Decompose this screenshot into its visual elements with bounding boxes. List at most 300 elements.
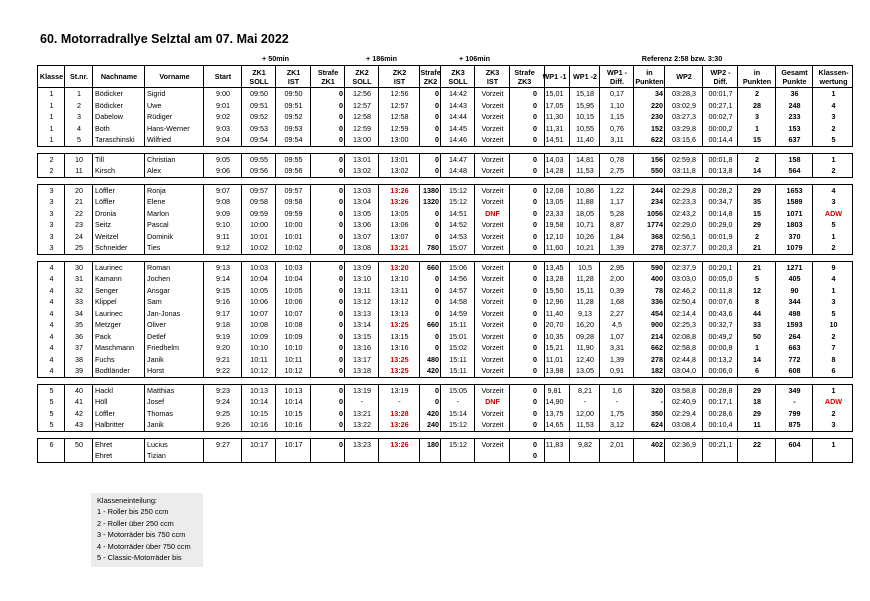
cell-zk1-soll: 09:58: [250, 197, 268, 206]
cell-strafe-zk2: 0: [435, 135, 439, 144]
cell-strafe-zk3: 0: [533, 397, 537, 406]
cell-klasse: 3: [49, 231, 54, 241]
cell-nachname: Laurinec: [95, 262, 123, 272]
cell-strafe-zk3: 0: [533, 100, 537, 110]
cell-klassenwertung: 1: [831, 89, 836, 98]
offset-186-label: + 186min: [366, 54, 397, 63]
cell-vorname: Jochen: [147, 274, 171, 283]
cell-zk3-soll: 15:05: [449, 385, 467, 395]
cell-wp2-punkte: 28: [753, 100, 761, 110]
cell-wp1-diff: 3,31: [610, 343, 624, 352]
cell-zk2-ist: 13:26: [390, 439, 409, 449]
cell-startnummer: 20: [75, 185, 83, 195]
cell-wp1-punkte: 900: [651, 320, 663, 329]
cell-strafe-zk2: 240: [427, 420, 439, 429]
table-row: [38, 342, 852, 354]
cell-start: 9:27: [216, 439, 230, 449]
cell-zk1-soll: 10:00: [250, 220, 268, 229]
cell-strafe-zk3: 0: [533, 343, 537, 352]
cell-start: 9:17: [216, 308, 230, 318]
cell-nachname: Löffler: [95, 185, 115, 195]
cell-wp1-punkte: 214: [651, 331, 663, 341]
cell-wp1-2: 16,20: [576, 320, 594, 329]
column-header-text: SOLL: [352, 76, 372, 86]
cell-klasse: 1: [49, 135, 54, 144]
cell-zk2-soll: 13:04: [353, 197, 371, 206]
table-row: [38, 185, 852, 197]
cell-vorname: Wilfried: [147, 135, 171, 144]
column-header-text: Klassen-: [818, 67, 849, 77]
cell-startnummer: 34: [75, 308, 83, 318]
cell-zk1-ist: 10:03: [284, 262, 303, 272]
cell-klassenwertung: 2: [831, 331, 836, 341]
cell-strafe-zk1: 0: [339, 220, 343, 229]
cell-strafe-zk3: 0: [533, 354, 537, 364]
cell-vorname: Josef: [147, 397, 165, 406]
cell-zk1-soll: 09:56: [250, 166, 268, 175]
cell-zk2-ist: 13:12: [390, 297, 409, 306]
cell-strafe-zk2: 1320: [423, 197, 439, 206]
cell-wp2-diff: 00:00,8: [708, 343, 733, 352]
cell-zk1-soll: 10:16: [250, 420, 268, 429]
cell-wp1-2: 8,21: [578, 385, 592, 395]
cell-wp1-diff: 0,17: [610, 89, 624, 98]
cell-wp1-2: 12,40: [576, 354, 594, 364]
cell-wp1-1: 13,75: [545, 408, 564, 418]
column-header-text: SOLL: [448, 76, 468, 86]
column-header-vorname: [145, 66, 204, 87]
cell-wp1-2: 14,81: [576, 154, 594, 164]
cell-wp1-diff: 1,6: [612, 385, 622, 395]
column-header-text: WP1 -1: [542, 72, 567, 81]
cell-wp1-punkte: 78: [655, 285, 663, 295]
column-header-text: wertung: [819, 76, 848, 86]
cell-strafe-zk3: 0: [533, 285, 537, 295]
table-group: [37, 88, 853, 147]
cell-wp1-diff: 3,11: [610, 135, 624, 144]
cell-wp2-punkte: 44: [753, 308, 761, 318]
cell-wp1-punkte: 152: [651, 123, 663, 133]
cell-wp1-diff: 0,39: [610, 285, 624, 295]
column-header-zk3-soll: [441, 66, 475, 87]
cell-strafe-zk1: 0: [339, 231, 343, 241]
cell-zk2-ist: 13:21: [390, 243, 409, 252]
cell-klasse: 4: [49, 274, 54, 283]
cell-klasse: 3: [49, 220, 54, 229]
cell-wp1-2: 11,88: [576, 197, 594, 206]
table-group: [37, 438, 853, 463]
cell-nachname: Weitzel: [95, 231, 119, 241]
cell-wp2: 02:46,2: [672, 285, 696, 295]
class-legend: [91, 493, 203, 567]
column-header-text: ZK2: [392, 67, 407, 77]
table-row: [38, 242, 852, 254]
cell-zk2-ist: 13:01: [390, 154, 409, 164]
cell-wp2-punkte: 2: [755, 154, 759, 164]
cell-wp2-diff: 00:06,0: [708, 366, 733, 375]
cell-zk1-ist: 09:52: [284, 112, 303, 121]
table-group: [37, 261, 853, 378]
cell-wp1-punkte: 34: [655, 89, 663, 98]
cell-wp1-1: 14,90: [545, 397, 564, 406]
cell-nachname: Höll: [95, 397, 108, 406]
cell-strafe-zk1: 0: [339, 285, 343, 295]
cell-klassenwertung: 2: [831, 243, 836, 252]
cell-wp2-diff: 00:00,2: [708, 123, 733, 133]
cell-zk1-ist: 10:02: [284, 243, 303, 252]
cell-zk3-soll: [441, 450, 475, 462]
cell-strafe-zk2: 0: [435, 397, 439, 406]
cell-startnummer: 33: [75, 297, 83, 306]
cell-zk3-ist: Vorzeit: [481, 154, 504, 164]
cell-strafe-zk3: 0: [533, 408, 537, 418]
cell-wp1-punkte: 368: [651, 231, 663, 241]
cell-zk2-soll: 13:11: [353, 285, 371, 295]
table-group: [37, 153, 853, 178]
cell-vorname: Sigrid: [147, 89, 166, 98]
cell-wp1-punkte: 182: [651, 366, 663, 375]
column-header-text: WP2 -: [710, 67, 731, 77]
column-header-text: ZK3: [485, 67, 500, 77]
cell-vorname: Horst: [147, 366, 165, 375]
column-header-zk1-soll: [242, 66, 276, 87]
cell-startnummer: 40: [75, 385, 83, 395]
cell-startnummer: 42: [75, 408, 83, 418]
cell-wp1-punkte: 454: [651, 308, 663, 318]
cell-wp1-1: 12,10: [545, 231, 564, 241]
cell-vorname: Ties: [147, 243, 161, 252]
cell-wp2-diff: 00:14,8: [708, 208, 733, 218]
cell-wp2-punkte: 2: [755, 231, 759, 241]
cell-wp2-punkte: 1: [755, 123, 759, 133]
cell-vorname: Alex: [147, 166, 161, 175]
column-header-text: IST: [393, 76, 406, 86]
cell-start: 9:01: [216, 100, 230, 110]
cell-wp2-punkte: 2: [755, 89, 759, 98]
cell-zk1-ist: 09:55: [284, 154, 303, 164]
cell-strafe-zk3: 0: [533, 112, 537, 121]
table-row: [38, 319, 852, 331]
cell-vorname: Dominik: [147, 231, 173, 241]
cell-strafe-zk1: 0: [339, 385, 343, 395]
cell-nachname: Till: [95, 154, 104, 164]
column-header-text: ZK2: [355, 67, 369, 77]
cell-zk1-soll: 09:52: [250, 112, 268, 121]
table-row: [38, 100, 852, 112]
cell-start: 9:23: [216, 385, 230, 395]
cell-wp1-2: 10,21: [576, 243, 594, 252]
cell-wp2: 03:27,3: [672, 112, 696, 121]
cell-zk2-soll: 13:09: [353, 262, 371, 272]
cell-start: 9:03: [216, 123, 230, 133]
cell-klasse: 3: [49, 243, 54, 252]
cell-zk2-ist: 13:13: [390, 308, 409, 318]
cell-zk2-ist: 13:10: [390, 274, 409, 283]
column-header-text: Nachname: [100, 72, 138, 81]
table-row: [38, 273, 852, 285]
cell-klassenwertung: 5: [831, 220, 836, 229]
cell-zk2-soll: 13:16: [353, 343, 371, 352]
offset-106-label: + 106min: [459, 54, 490, 63]
cell-nachname: Kirsch: [95, 166, 115, 175]
cell-zk2-soll: 13:15: [353, 331, 371, 341]
cell-strafe-zk1: 0: [339, 166, 343, 175]
cell-zk1-soll: 09:50: [250, 89, 268, 98]
cell-startnummer: 3: [77, 112, 81, 121]
cell-wp1-diff: 2,00: [610, 274, 624, 283]
cell-wp1-punkte: 1056: [647, 208, 663, 218]
cell-zk3-ist: DNF: [485, 397, 500, 406]
cell-nachname: Halbritter: [95, 420, 125, 429]
cell-zk2-ist: 12:57: [390, 100, 409, 110]
cell-gesamt-punkte: 233: [788, 112, 801, 121]
table-row: [38, 134, 852, 146]
cell-wp2: 02:44,8: [672, 354, 696, 364]
cell-wp2-punkte: [738, 450, 776, 462]
cell-zk3-soll: 14:47: [449, 154, 467, 164]
cell-start: 9:16: [216, 297, 230, 306]
cell-gesamt-punkte: 772: [788, 354, 801, 364]
cell-wp1-punkte: 244: [651, 185, 663, 195]
cell-wp1-2: 10,15: [576, 112, 594, 121]
cell-zk2-ist: 13:02: [390, 166, 409, 175]
cell-strafe-zk2: 420: [427, 408, 439, 418]
cell-zk1-ist: 10:00: [284, 220, 303, 229]
column-header-wp1-diff: [600, 66, 634, 87]
cell-zk2-ist: 13:26: [390, 185, 409, 195]
table-row: [38, 123, 852, 135]
cell-zk3-ist: Vorzeit: [481, 123, 504, 133]
cell-strafe-zk2: 180: [427, 439, 439, 449]
cell-zk2-soll: 13:14: [353, 320, 371, 329]
cell-wp1-diff: 1,22: [610, 185, 624, 195]
cell-klassenwertung: 10: [829, 320, 838, 329]
cell-klasse: 4: [49, 297, 54, 306]
cell-wp1-2: 10,26: [576, 231, 594, 241]
cell-wp2-diff: 00:21,1: [708, 439, 733, 449]
cell-start: 9:06: [216, 166, 230, 175]
cell-wp1-punkte: 624: [651, 420, 663, 429]
cell-zk2-soll: 13:06: [353, 220, 371, 229]
cell-zk3-soll: 14:53: [449, 231, 467, 241]
column-header-text: Punkten: [635, 76, 664, 86]
cell-nachname: Both: [95, 123, 110, 133]
table-group: [37, 65, 853, 88]
cell-strafe-zk3: 0: [533, 385, 537, 395]
cell-start: 9:22: [216, 366, 230, 375]
cell-strafe-zk1: 0: [339, 408, 343, 418]
column-header-text: in: [646, 67, 653, 77]
cell-wp2: 02:58,8: [672, 343, 696, 352]
cell-start: 9:11: [216, 231, 230, 241]
cell-wp2: 02:25,3: [672, 320, 696, 329]
cell-wp2: 02:50,4: [672, 297, 696, 306]
cell-zk3-ist: [475, 450, 510, 462]
cell-strafe-zk1: 0: [339, 420, 343, 429]
cell-start: 9:15: [216, 285, 230, 295]
cell-strafe-zk1: 0: [339, 197, 343, 206]
cell-wp2-punkte: 18: [753, 397, 761, 406]
cell-vorname: Friedhelm: [147, 343, 179, 352]
cell-start: 9:21: [216, 354, 230, 364]
cell-wp1-1: 14,03: [545, 154, 564, 164]
cell-wp1-1: 19,58: [545, 220, 564, 229]
cell-zk3-soll: 15:12: [449, 197, 467, 206]
cell-gesamt-punkte: [776, 450, 813, 462]
column-header-text: ZK1: [286, 67, 301, 77]
cell-zk1-ist: 10:09: [284, 331, 303, 341]
cell-gesamt-punkte: 498: [788, 308, 801, 318]
cell-wp2: 02:23,3: [672, 197, 696, 206]
cell-strafe-zk3: 0: [533, 366, 537, 375]
cell-wp2: 02:40,9: [672, 397, 696, 406]
cell-wp1-punkte: 400: [651, 274, 663, 283]
cell-wp2-diff: 00:10,4: [708, 420, 733, 429]
column-header-text: Klasse: [39, 72, 64, 81]
cell-zk2-ist: 13:06: [390, 220, 409, 229]
table-row: [38, 208, 852, 220]
column-header-wp1-punkte: [634, 66, 665, 87]
cell-strafe-zk2: 0: [435, 166, 439, 175]
cell-wp1-punkte: 278: [651, 354, 663, 364]
cell-strafe-zk2: 0: [435, 331, 439, 341]
cell-wp2: 02:36,9: [672, 439, 696, 449]
cell-wp1-punkte: 350: [651, 408, 663, 418]
cell-start: [204, 450, 242, 462]
cell-zk2-ist: 12:59: [390, 123, 409, 133]
cell-zk2-soll: 12:57: [353, 100, 371, 110]
cell-zk1-ist: 10:14: [284, 397, 303, 406]
cell-strafe-zk1: 0: [339, 343, 343, 352]
cell-wp1-2: 12,00: [576, 408, 594, 418]
cell-gesamt-punkte: 1589: [786, 197, 803, 206]
cell-strafe-zk2: 0: [435, 231, 439, 241]
cell-vorname: Roman: [147, 262, 171, 272]
cell-zk2-ist: 12:56: [390, 89, 409, 98]
cell-wp1-punkte: 230: [651, 112, 663, 121]
cell-nachname: Hackl: [95, 385, 113, 395]
cell-zk2-soll: 12:59: [353, 123, 371, 133]
cell-gesamt-punkte: 1803: [786, 220, 803, 229]
cell-wp2-diff: 00:20,3: [708, 243, 733, 252]
cell-vorname: Christian: [147, 154, 176, 164]
cell-wp1-diff: -: [615, 397, 619, 406]
cell-nachname: Taraschinski: [95, 135, 135, 144]
cell-wp1-diff: [600, 450, 634, 462]
cell-nachname: Dronia: [95, 208, 117, 218]
column-header-strafe-zk2: [420, 66, 441, 87]
cell-zk3-soll: 14:44: [449, 112, 467, 121]
cell-wp1-diff: 5,28: [610, 208, 624, 218]
cell-wp1-diff: 2,75: [610, 166, 624, 175]
cell-zk3-soll: 15:06: [449, 262, 467, 272]
cell-nachname: Maschmann: [95, 343, 135, 352]
cell-zk3-ist: Vorzeit: [481, 420, 504, 429]
cell-klassenwertung: 1: [831, 385, 836, 395]
cell-zk1-ist: 10:04: [284, 274, 303, 283]
cell-zk2-soll: 12:58: [353, 112, 371, 121]
cell-wp2: 02:29,4: [672, 408, 696, 418]
cell-zk3-ist: Vorzeit: [481, 408, 504, 418]
cell-nachname: Metzger: [95, 320, 121, 329]
cell-strafe-zk1: 0: [339, 243, 343, 252]
cell-wp2-diff: 00:27,1: [708, 100, 733, 110]
cell-start: 9:09: [216, 208, 230, 218]
cell-zk2-ist: 12:58: [390, 112, 409, 121]
cell-wp2-punkte: 5: [755, 274, 759, 283]
column-header-text: Punkte: [782, 76, 807, 86]
cell-wp1-punkte: -: [660, 397, 663, 406]
cell-zk3-ist: Vorzeit: [481, 439, 504, 449]
cell-wp1-punkte: 1774: [647, 220, 663, 229]
cell-vorname: Uwe: [147, 100, 162, 110]
cell-wp2-punkte: 11: [753, 420, 761, 429]
cell-wp2-punkte: 14: [753, 166, 761, 175]
cell-zk3-ist: Vorzeit: [481, 308, 504, 318]
cell-strafe-zk1: 0: [339, 354, 343, 364]
cell-startnummer: 30: [75, 262, 83, 272]
cell-zk3-soll: 14:58: [449, 297, 467, 306]
cell-wp1-2: 15,11: [576, 285, 594, 295]
cell-wp2: 02:14,4: [672, 308, 696, 318]
cell-strafe-zk1: [311, 450, 345, 462]
cell-zk3-soll: 15:11: [449, 366, 467, 375]
cell-wp2-diff: 00:49,2: [708, 331, 733, 341]
column-header-text: ZK3: [517, 76, 532, 86]
offset-50-label: + 50min: [262, 54, 289, 63]
cell-zk2-ist: 13:25: [390, 354, 409, 364]
cell-zk1-ist: [276, 450, 311, 462]
cell-wp1-diff: 2,01: [610, 439, 624, 449]
cell-wp1-diff: 0,76: [610, 123, 624, 133]
cell-wp1-2: 09,28: [576, 331, 594, 341]
cell-zk2-ist: 13:28: [390, 408, 409, 418]
cell-zk1-soll: 10:15: [250, 408, 268, 418]
cell-zk1-soll: 10:14: [250, 397, 268, 406]
cell-start: 9:20: [216, 343, 230, 352]
cell-gesamt-punkte: 405: [788, 274, 801, 283]
cell-zk2-soll: 13:08: [353, 243, 371, 252]
cell-zk2-ist: 13:00: [390, 135, 409, 144]
table-row: [38, 154, 852, 166]
cell-wp1-1: 11,60: [545, 243, 564, 252]
legend-item: 4 - Motorräder über 750 ccm: [97, 541, 191, 551]
cell-wp2: 02:08,8: [672, 331, 696, 341]
cell-zk1-ist: 10:06: [284, 297, 303, 306]
cell-gesamt-punkte: 1593: [786, 320, 803, 329]
cell-wp2: 02:29,0: [672, 220, 696, 229]
cell-zk1-soll: 10:04: [250, 274, 268, 283]
cell-zk2-soll: 12:56: [353, 89, 371, 98]
cell-startnummer: 31: [75, 274, 83, 283]
cell-wp1-punkte: 220: [651, 100, 663, 110]
cell-zk2-soll: 13:23: [353, 439, 371, 449]
cell-klassenwertung: 7: [831, 343, 836, 352]
column-header-text: WP1 -2: [573, 72, 597, 81]
cell-strafe-zk1: 0: [339, 331, 343, 341]
cell-klassenwertung: 4: [831, 274, 836, 283]
cell-zk1-ist: 10:05: [284, 285, 303, 295]
table-row: [38, 439, 852, 451]
column-header-strafe-zk1: [311, 66, 345, 87]
cell-nachname: Seitz: [95, 220, 111, 229]
cell-wp2-punkte: 29: [753, 408, 761, 418]
cell-strafe-zk3: 0: [533, 439, 537, 449]
cell-zk3-ist: Vorzeit: [481, 231, 504, 241]
cell-strafe-zk2: [420, 450, 441, 462]
cell-strafe-zk3: 0: [533, 420, 537, 429]
cell-start: 9:08: [216, 197, 230, 206]
